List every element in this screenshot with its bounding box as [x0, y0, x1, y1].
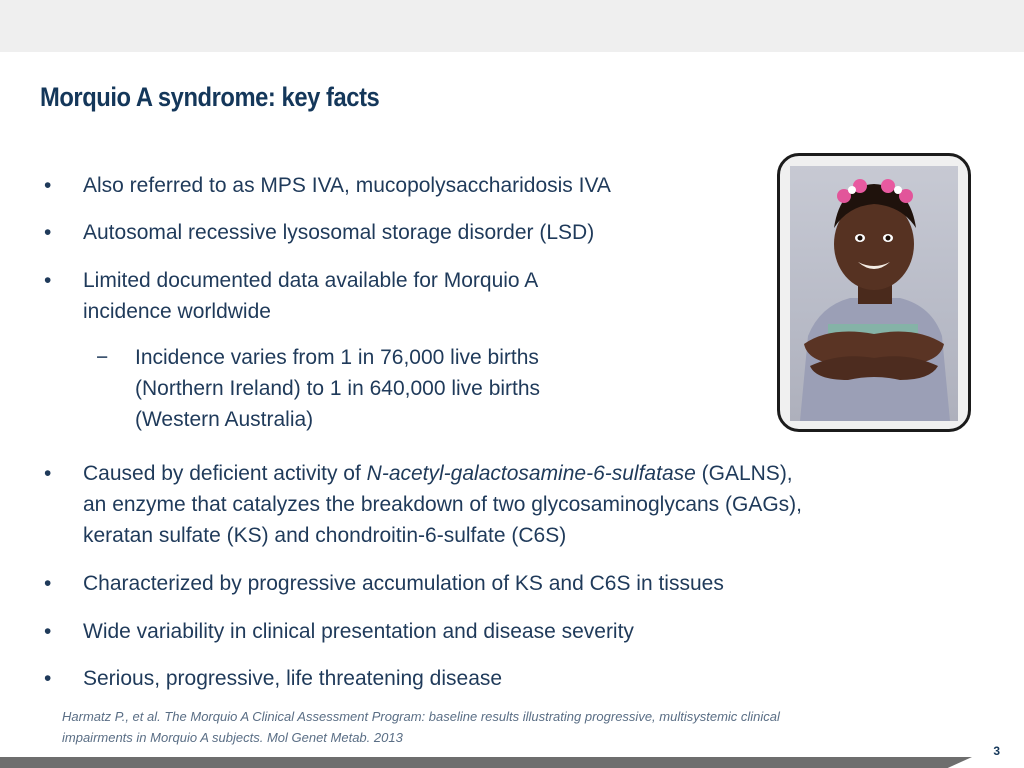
slide-title: Morquio A syndrome: key facts: [40, 82, 380, 112]
reference-citation: [62, 706, 942, 748]
enzyme-name: N-acetyl-galactosamine-6-sulfatase: [366, 462, 696, 485]
bullet-text: [83, 265, 538, 327]
bullet-line: an enzyme that catalyzes the breakdown of two glycosaminoglycans (GAGs),: [83, 493, 803, 516]
bullet-line: keratan sulfate (KS) and chondroitin-6-sulfate (C6S): [83, 524, 567, 547]
reference-line: impairments in Morquio A subjects. Mol Genet Metab. 2013: [62, 730, 403, 745]
bullet-marker: •: [44, 620, 52, 643]
sub-bullet-marker: −: [96, 346, 109, 369]
patient-photo: [790, 166, 958, 421]
bullet-line: incidence worldwide: [83, 300, 271, 323]
bullet-marker: •: [44, 462, 52, 485]
sub-bullet-line: Incidence varies from 1 in 76,000 live births: [135, 346, 539, 369]
sub-bullet-line: (Western Australia): [135, 408, 314, 431]
bullet-line: Limited documented data available for Morquio A: [83, 269, 539, 292]
bottom-bar: [0, 757, 972, 768]
patient-photo-frame: [777, 153, 971, 432]
reference-line: Harmatz P., et al. The Morquio A Clinical Assessment Program: baseline results illustrating progressive, multisystemic clinical: [62, 709, 780, 724]
bullet-prefix: Caused by deficient activity of: [83, 462, 367, 485]
bullet-marker: •: [44, 174, 52, 197]
bullet-marker: •: [44, 221, 52, 244]
bullet-text: Also referred to as MPS IVA, mucopolysaccharidosis IVA: [83, 174, 611, 197]
bullet-marker: •: [44, 572, 52, 595]
bullet-text: Wide variability in clinical presentation and disease severity: [83, 620, 634, 643]
bullet-text: Serious, progressive, life threatening disease: [83, 667, 503, 690]
page-number: 3: [993, 744, 1000, 758]
bullet-marker: •: [44, 269, 52, 292]
bullet-text: [83, 458, 802, 551]
bullet-text: Autosomal recessive lysosomal storage disorder (LSD): [83, 221, 595, 244]
bullet-marker: •: [44, 667, 52, 690]
child-illustration: [790, 166, 958, 421]
top-band: [0, 0, 1024, 52]
bullet-suffix: (GALNS),: [695, 462, 793, 485]
bullet-text: Characterized by progressive accumulation of KS and C6S in tissues: [83, 572, 724, 595]
sub-bullet-text: [135, 342, 540, 435]
sub-bullet-line: (Northern Ireland) to 1 in 640,000 live births: [135, 377, 541, 400]
